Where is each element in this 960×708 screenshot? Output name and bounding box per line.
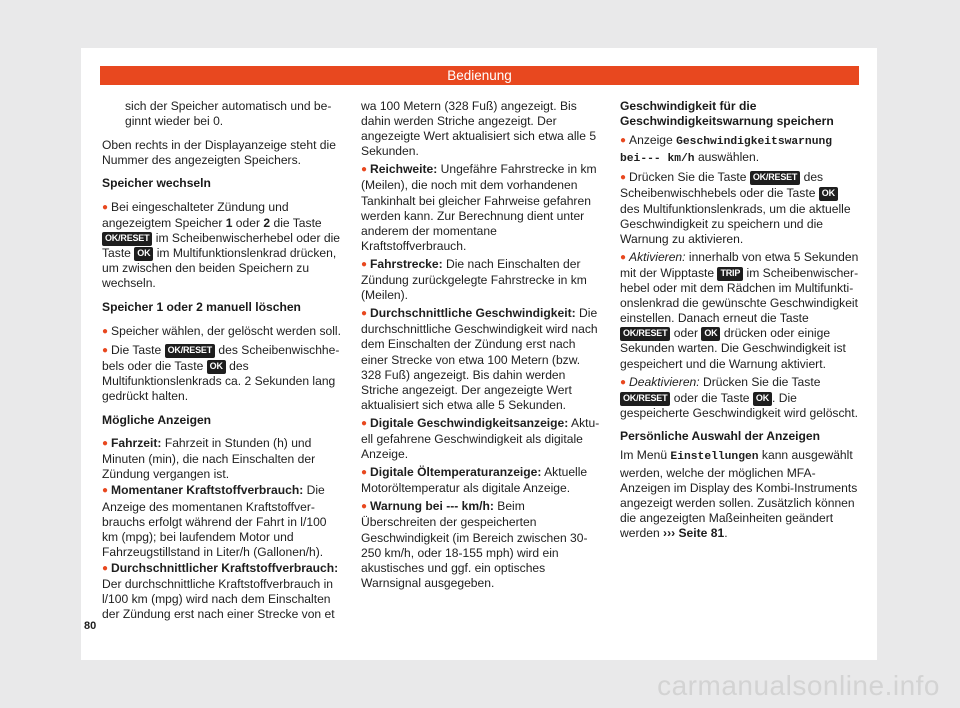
bullet-icon: ● [361, 501, 368, 513]
trip-key-icon: TRIP [717, 267, 743, 281]
list-item: ● Die Taste OK/RESET des Scheibenwischhebels oder die Taste OK des Multifunktionslenkrads ca. 2 Sekunden lang gedrückt halten. [102, 342, 340, 403]
ok-reset-key-icon: OK/RESET [750, 171, 800, 185]
ok-key-icon: OK [819, 187, 838, 201]
column-3 [620, 99, 860, 550]
list-item: ● Momentaner Kraftstoffverbrauch: Die Anzeige des momentanen Kraftstoffverbrauchs erfolgt während der Fahrt in l/100 km (mpg); bei laufendem Motor und Fahrzeugstillstand in Liter/h (Gallonen/h). [102, 483, 327, 559]
paragraph: Oben rechts in der Displayanzeige steht die Nummer des angezeigten Speichers. [102, 137, 336, 167]
list-item: ● Speicher wählen, der gelöscht werden soll. [102, 323, 341, 338]
list-item: ● Warnung bei --- km/h: Beim Überschreiten der gespeicherten Geschwindigkeit (im Bereich zwischen 30-250 km/h, oder 18-155 mph) wird ein akustisches und ggf. ein optisches Warnsignal ausgegeben. [361, 499, 588, 590]
list-item: ● Bei eingeschalteter Zündung und angezeigtem Speicher 1 oder 2 die Taste OK/RESET im Scheibenwischerhebel oder die Taste OK im Multifunktionslenkrad drücken, um zwischen den beiden Speichern zu wechseln. [102, 199, 340, 291]
bullet-icon: ● [620, 172, 627, 184]
paragraph: wa 100 Metern (328 Fuß) angezeigt. Bis dahin werden Striche angezeigt. Der angezeigte Wert aktualisiert sich etwa alle 5 Sekunden. [361, 99, 597, 159]
list-item: ● Digitale Geschwindigkeitsanzeige: Aktuell gefahrene Geschwindigkeit als digitale Anzeige. [361, 415, 600, 462]
list-item: ● Deaktivieren: Drücken Sie die Taste OK/RESET oder die Taste OK . Die gespeicherte Geschwindigkeit wird gelöscht. [620, 374, 858, 420]
bullet-icon: ● [361, 417, 368, 429]
list-item: ● Digitale Öltemperaturanzeige: Aktuelle Motoröltemperatur als digitale Anzeige. [361, 465, 588, 496]
ok-key-icon: OK [207, 360, 226, 374]
page-link[interactable]: ››› Seite 81 [663, 525, 725, 540]
list-item: ● Fahrzeit: Fahrzeit in Stunden (h) und Minuten (min), die nach Einschalten der Zündung vergangen ist. [102, 436, 316, 482]
list-item: ● Fahrstrecke: Die nach Einschalten der Zündung zurückgelegte Fahrstrecke in km (Meilen). [361, 256, 587, 303]
column-1 [102, 99, 341, 622]
bullet-icon: ● [620, 135, 627, 147]
column-2 [361, 99, 601, 599]
ok-key-icon: OK [134, 247, 153, 261]
paragraph: Im Menü Einstellungen kann ausgewählt werden, welche der möglichen MFA-Anzeigen im Display des Kombi-Instruments angezeigt werden sollen. Zusätzlich können die angezeigten Maßeinheiten geändert werden ››› Seite 81. [620, 448, 858, 540]
bullet-icon: ● [102, 344, 109, 356]
ok-reset-key-icon: OK/RESET [620, 392, 670, 406]
list-item: ● Aktivieren: innerhalb von etwa 5 Sekunden mit der Wipptaste TRIP im Scheibenwischerhebel oder mit dem Rädchen im Multifunktionslenkrad die gewünschte Geschwindigkeit einstellen. Danach erneut die Taste OK/RESET oder OK drücken oder einige Sekunden warten. Die Geschwindigkeit ist gespeichert und die Warnung aktiviert. [620, 249, 859, 371]
paragraph: sich der Speicher automatisch und beginnt wieder bei 0. [125, 99, 332, 129]
list-item: ● Durchschnittliche Geschwindigkeit: Die durchschnittliche Geschwindigkeit wird nach dem Einschalten der Zündung erst nach einer Strecke von etwa 100 Metern (bzw. 328 Fuß) angezeigt. Bis dahin werden Striche angezeigt. Der angezeigte Wert aktualisiert sich etwa alle 5 Sekunden. [361, 306, 598, 412]
bullet-icon: ● [361, 467, 368, 479]
ok-key-icon: OK [753, 392, 772, 406]
list-item: ● Durchschnittlicher Kraftstoffverbrauch: Der durchschnittliche Kraftstoffverbrauch in l/100 km (mpg) wird nach dem Einschalten der Zündung erst nach einer Strecke von et [102, 560, 339, 622]
bullet-icon: ● [620, 251, 627, 263]
subheading: Mögliche Anzeigen [102, 412, 212, 427]
bullet-icon: ● [102, 562, 109, 574]
ok-key-icon: OK [701, 327, 720, 341]
list-item: ● Drücken Sie die Taste OK/RESET des Scheibenwischhebels oder die Taste OK des Multifunktionslenkrads, um die aktuelle Geschwindigkeit zu speichern und die Warnung zu aktivieren. [620, 170, 851, 246]
bullet-icon: ● [361, 308, 368, 320]
bullet-icon: ● [102, 438, 109, 450]
bullet-icon: ● [361, 258, 368, 270]
section-header: Bedienung [100, 66, 859, 85]
ok-reset-key-icon: OK/RESET [165, 344, 215, 358]
page-number: 80 [84, 620, 97, 632]
subheading: Speicher 1 oder 2 manuell löschen [102, 300, 301, 315]
bullet-icon: ● [361, 164, 368, 176]
bullet-icon: ● [102, 485, 109, 497]
bullet-icon: ● [102, 325, 109, 337]
ok-reset-key-icon: OK/RESET [102, 232, 152, 246]
subheading: Speicher wechseln [102, 176, 211, 191]
ok-reset-key-icon: OK/RESET [620, 327, 670, 341]
subheading: Persönliche Auswahl der Anzeigen [620, 429, 821, 444]
watermark: carmanualsonline.info [657, 670, 940, 701]
subheading: Geschwindigkeit für die Geschwindigkeitswarnung speichern [620, 99, 834, 129]
list-item: ● Reichweite: Ungefähre Fahrstrecke in km (Meilen), die noch mit dem vorhandenen Tankinhalt bei gleicher Fahrweise gefahren werden kann. Zur Berechnung dient unter anderem der momentane Kraftstoffverbrauch. [361, 162, 597, 253]
bullet-icon: ● [620, 376, 627, 388]
list-item: ● Anzeige Geschwindigkeitswarnung bei--- km/h auswählen. [620, 133, 833, 166]
bullet-icon: ● [102, 201, 109, 213]
